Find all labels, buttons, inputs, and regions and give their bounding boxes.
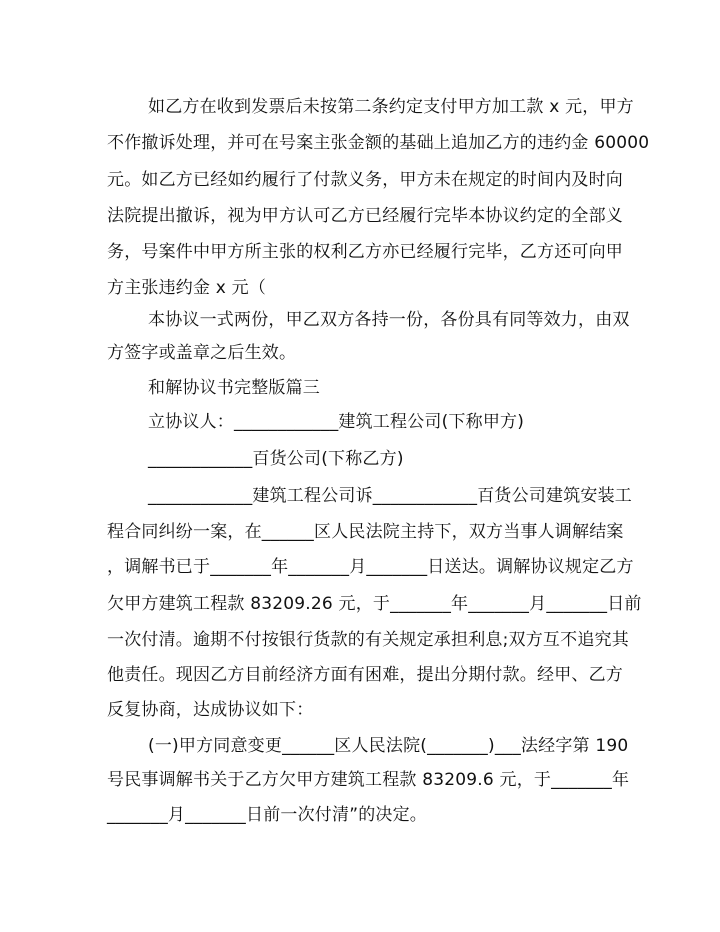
section-heading: 和解协议书完整版篇三 [148, 378, 320, 398]
party-line: ____________百货公司(下称乙方) [148, 449, 404, 469]
party-line: 立协议人：____________建筑工程公司(下称甲方) [148, 412, 525, 432]
paragraph-line: _______月_______日前一次付清”的决定。 [107, 805, 428, 825]
paragraph-line: ，调解书已于_______年_______月_______日送达。调解协议规定乙方 [107, 557, 634, 577]
paragraph-line: 如乙方在收到发票后未按第二条约定支付甲方加工款 x 元，甲方 [148, 97, 634, 117]
paragraph-line: 方主张违约金 x 元（ [107, 278, 267, 298]
paragraph-line: 元。如乙方已经如约履行了付款义务，甲方未在规定的时间内及时向 [107, 170, 623, 190]
paragraph-line: 他责任。现因乙方目前经济方面有困难，提出分期付款。经甲、乙方 [107, 665, 623, 685]
paragraph-line: 方签字或盖章之后生效。 [107, 343, 297, 363]
paragraph-line: 号民事调解书关于乙方欠甲方建筑工程款 83209.6 元，于_______年 [107, 770, 630, 790]
paragraph-line: 反复协商，达成协议如下： [107, 700, 314, 720]
paragraph-line: (一)甲方同意变更______区人民法院(_______)___法经字第 190 [148, 736, 629, 756]
paragraph-line: 本协议一式两份，甲乙双方各持一份，各份具有同等效力，由双 [148, 310, 630, 330]
paragraph-line: 欠甲方建筑工程款 83209.26 元，于_______年_______月_______日前 [107, 594, 642, 614]
paragraph-line: 一次付清。逾期不付按银行货款的有关规定承担利息;双方互不追究其 [107, 630, 629, 650]
paragraph-line: 法院提出撤诉，视为甲方认可乙方已经履行完毕本协议约定的全部义 [107, 206, 623, 226]
paragraph-line: 不作撤诉处理，并可在号案主张金额的基础上追加乙方的违约金 60000 [107, 133, 650, 153]
paragraph-line: 程合同纠纷一案，在______区人民法院主持下，双方当事人调解结案 [107, 522, 624, 542]
paragraph-line: ____________建筑工程公司诉____________百货公司建筑安装工 [148, 486, 632, 506]
paragraph-line: 务，号案件中甲方所主张的权利乙方亦已经履行完毕，乙方还可向甲 [107, 242, 623, 262]
